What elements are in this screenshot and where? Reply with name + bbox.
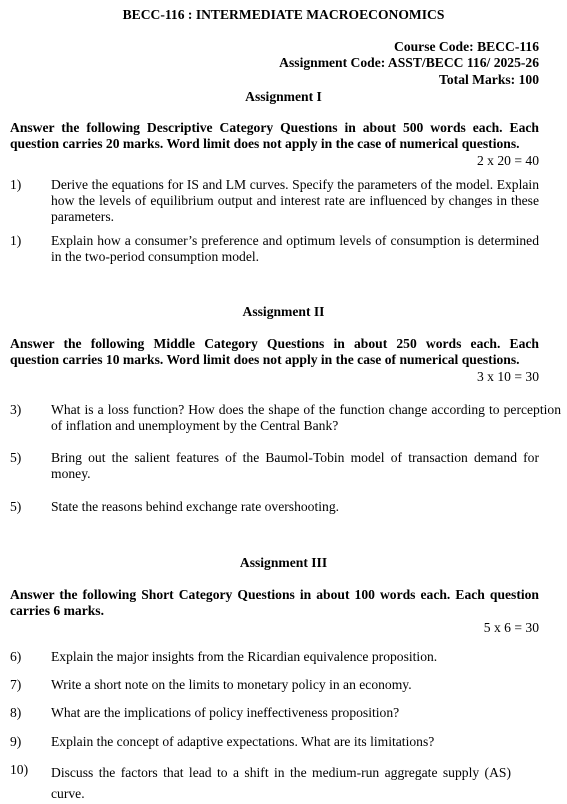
section-heading-2: Assignment II bbox=[242, 304, 325, 319]
question-text: Explain how a consumer’s preference and optimum levels of consumption is determined in the two-period consumption model. bbox=[51, 233, 539, 264]
question-number: 10) bbox=[10, 762, 29, 777]
instruction-line: Answer the following Short Category Questions in about 100 words each. Each question bbox=[10, 587, 539, 602]
section-3-marks: 5 x 6 = 30 bbox=[483, 620, 539, 635]
section-1-marks: 2 x 20 = 40 bbox=[476, 153, 539, 168]
question-number: 6) bbox=[10, 649, 22, 664]
question-number: 5) bbox=[10, 450, 22, 465]
course-code: Course Code: BECC-116 bbox=[394, 39, 539, 54]
question-text: State the reasons behind exchange rate overshooting. bbox=[51, 499, 340, 514]
section-heading-3: Assignment III bbox=[239, 555, 328, 570]
question-number: 3) bbox=[10, 402, 22, 417]
total-marks: Total Marks: 100 bbox=[439, 72, 539, 87]
question-text: Explain the major insights from the Ricardian equivalence proposition. bbox=[51, 649, 438, 664]
question-number: 9) bbox=[10, 734, 22, 749]
question-text: What is a loss function? How does the shape of the function change according to perception of inflation and unemployment by the Central Bank? bbox=[51, 402, 561, 433]
question-number: 5) bbox=[10, 499, 22, 514]
question-text: Discuss the factors that lead to a shift in the medium-run aggregate supply (AS) curve. bbox=[51, 765, 511, 801]
section-heading-1: Assignment I bbox=[245, 89, 322, 104]
question-number: 1) bbox=[10, 233, 22, 248]
instruction-line: Answer the following Descriptive Category Questions in about 500 words each. Each bbox=[10, 120, 539, 135]
question-number: 1) bbox=[10, 177, 22, 192]
instruction-line: question carries 10 marks. Word limit does not apply in the case of numerical questions. bbox=[10, 352, 520, 367]
question-number: 8) bbox=[10, 705, 22, 720]
question-text: What are the implications of policy ineffectiveness proposition? bbox=[51, 705, 400, 720]
instruction-line: question carries 20 marks. Word limit does not apply in the case of numerical questions. bbox=[10, 136, 520, 151]
section-1-instruction bbox=[10, 120, 539, 152]
question-number: 7) bbox=[10, 677, 22, 692]
question-text: Write a short note on the limits to monetary policy in an economy. bbox=[51, 677, 412, 692]
question-text: Bring out the salient features of the Baumol-Tobin model of transaction demand for money. bbox=[51, 450, 539, 481]
section-2-instruction bbox=[10, 336, 539, 368]
instruction-line: Answer the following Middle Category Questions in about 250 words each. Each bbox=[10, 336, 539, 351]
section-2-marks: 3 x 10 = 30 bbox=[476, 369, 539, 384]
question-text: Derive the equations for IS and LM curves. Specify the parameters of the model. Explain how the levels of equilibrium output and interest rate are influenced by changes in these parameters. bbox=[51, 177, 539, 224]
question-text: Explain the concept of adaptive expectations. What are its limitations? bbox=[51, 734, 435, 749]
instruction-line: carries 6 marks. bbox=[10, 603, 104, 618]
assignment-code: Assignment Code: ASST/BECC 116/ 2025-26 bbox=[279, 55, 539, 70]
document-title: BECC-116 : INTERMEDIATE MACROECONOMICS bbox=[122, 7, 445, 22]
section-3-instruction bbox=[10, 587, 539, 619]
